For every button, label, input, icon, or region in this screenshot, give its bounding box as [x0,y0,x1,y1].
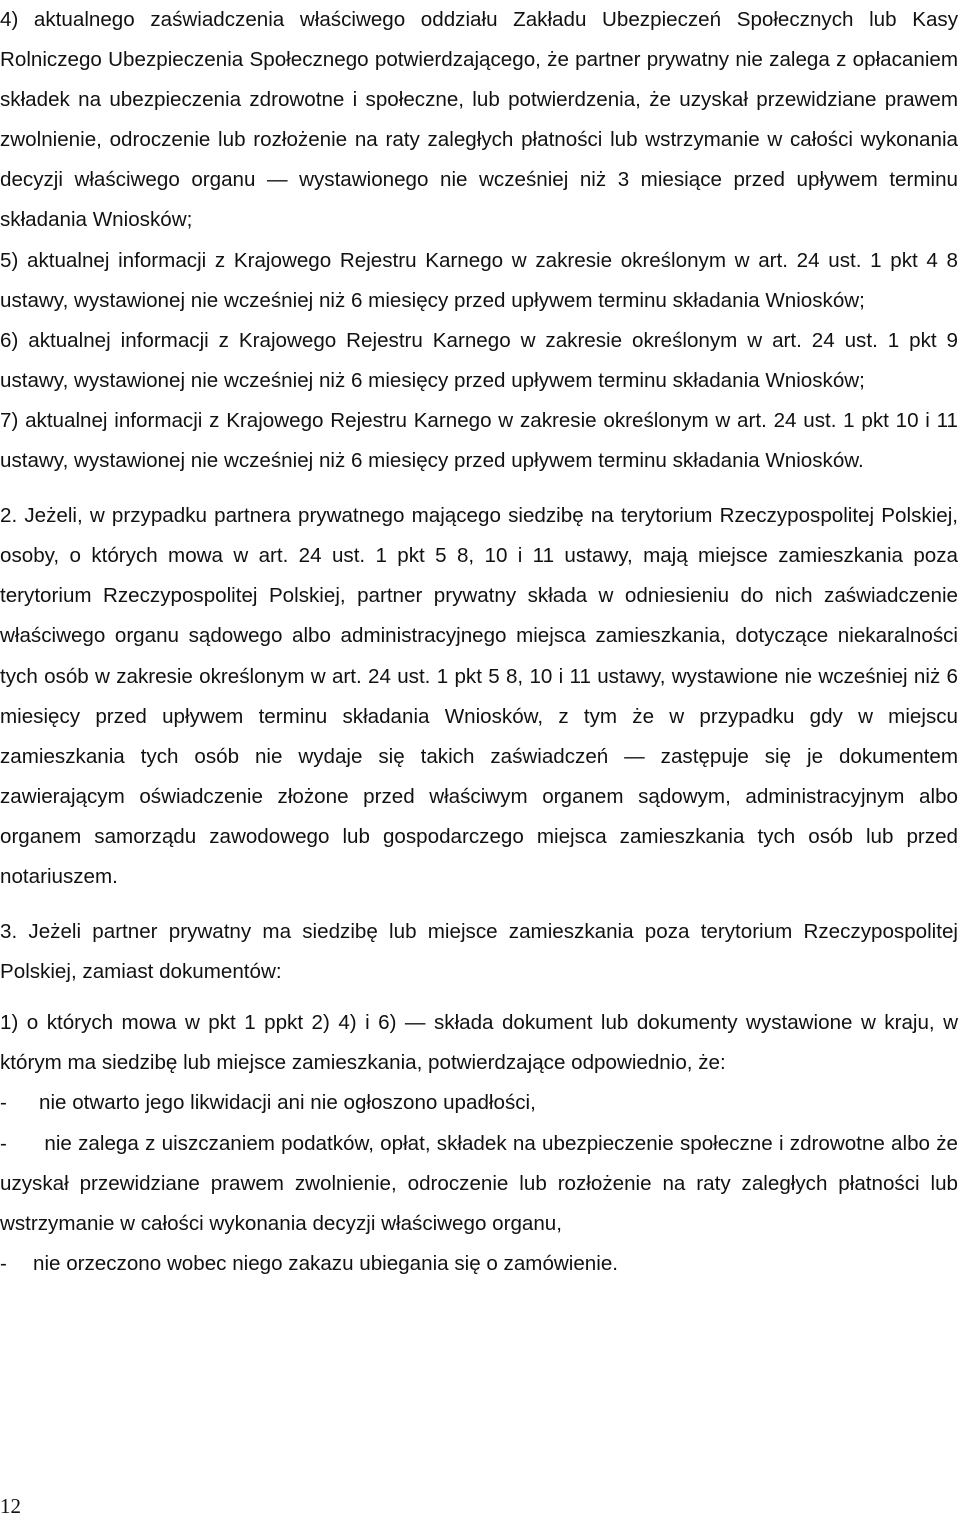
list-item-6: 6) aktualnej informacji z Krajowego Rejestru Karnego w zakresie określonym w art. 24 ust. 1 pkt 9 ustawy, wystawionej nie wcześniej niż 6 miesięcy przed upływem terminu składania Wniosków; [0,328,958,392]
list-item-7: 7) aktualnej informacji z Krajowego Rejestru Karnego w zakresie określonym w art. 24 ust. 1 pkt 10 i 11 ustawy, wystawionej nie wcześniej niż 6 miesięcy przed upływem terminu składania Wniosków. [0,408,958,473]
section-3-paragraph: 3. Jeżeli partner prywatny ma siedzibę lub miejsce zamieszkania poza terytorium Rzeczypospolitej Polskiej, zamiast dokumentów: [0,920,958,984]
dash-list-item-text: nie zalega z uiszczaniem podatków, opłat, składek na ubezpieczenie społeczne i zdrowotne albo że uzyskał przewidziane prawem zwolnienie, odroczenie lub rozłożenie na raty zaległych płatności lub wstrzymanie w całości wykonania decyzji właściwego organu, [0,1131,958,1235]
dash-list-item [0,1124,958,1244]
section-3-item-1: 1) o których mowa w pkt 1 ppkt 2) 4) i 6) ― składa dokument lub dokumenty wystawione w kraju, w którym ma siedzibę lub miejsce zamieszkania, potwierdzające odpowiednio, że: [0,1011,958,1075]
dash-list-item-text: nie otwarto jego likwidacji ani nie ogłoszono upadłości, [39,1091,536,1115]
dash-spacer [7,1132,45,1155]
dash-list-item [0,1083,958,1123]
section-2-paragraph: 2. Jeżeli, w przypadku partnera prywatnego mającego siedzibę na terytorium Rzeczypospolitej Polskiej, osoby, o których mowa w art. 24 ust. 1 pkt 5 8, 10 i 11 ustawy, mają miejsce zamieszkania poza terytorium Rzeczypospolitej Polskiej, partner prywatny składa w odniesieniu do nich zaświadczenie właściwego organu sądowego albo administracyjnego miejsca zamieszkania, dotyczące niekaralności tych osób w zakresie określonym w art. 24 ust. 1 pkt 5 8, 10 i 11 ustawy, wystawione nie wcześniej niż 6 miesięcy przed upływem terminu składania Wniosków, z tym że w przypadku gdy w miejscu zamieszkania tych osób nie wydaje się takich zaświadczeń ― zastępuje się je dokumentem zawierającym oświadczenie złożone przed właściwym organem sądowym, administracyjnym albo organem samorządu zawodowego lub gospodarczego miejsca zamieszkania tych osób lub przed notariuszem. [0,504,958,888]
continued-list [0,0,958,481]
dash-marker: - [0,1251,7,1275]
dash-marker: - [0,1091,7,1115]
dash-marker: - [0,1131,7,1155]
dash-list-item [0,1244,958,1284]
dash-list-item-text: nie orzeczono wobec niego zakazu ubiegania się o zamówienie. [33,1251,619,1275]
list-item-4: 4) aktualnego zaświadczenia właściwego oddziału Zakładu Ubezpieczeń Społecznych lub Kasy Rolniczego Ubezpieczenia Społecznego potwierdzającego, że partner prywatny nie zalega z opłacaniem składek na ubezpieczenia zdrowotne i społeczne, lub potwierdzenia, że uzyskał przewidziane prawem zwolnienie, odroczenie lub rozłożenie na raty zaległych płatności lub wstrzymanie w całości wykonania decyzji właściwego organu ― wystawionego nie wcześniej niż 3 miesiące przed upływem terminu składania Wniosków; [0,8,958,232]
page-number: 12 [0,1494,21,1518]
list-item-5: 5) aktualnej informacji z Krajowego Rejestru Karnego w zakresie określonym w art. 24 ust. 1 pkt 4 8 ustawy, wystawionej nie wcześniej niż 6 miesięcy przed upływem terminu składania Wniosków; [0,248,958,312]
